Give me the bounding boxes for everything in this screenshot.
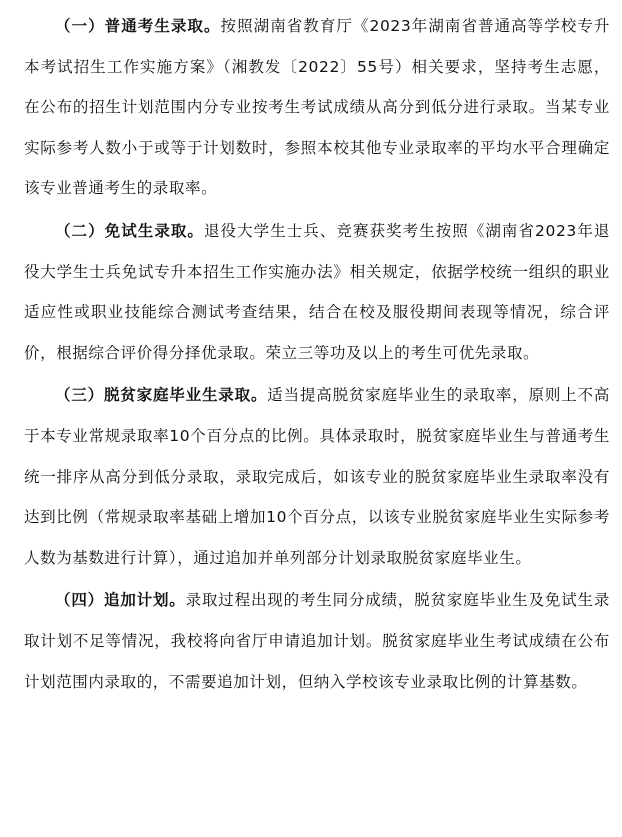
paragraph-text: 退役大学生士兵、竞赛获奖考生按照《湖南省2023年退役大学生士兵免试专升本招生工作实施办法》相关规定，依据学校统一组织的职业适应性或职业技能综合测试考查结果，结合在校及服役期间表现等情况，综合评价，根据综合评价得分择优录取。荣立三等功及以上的考生可优先录取。 [24,221,610,362]
paragraph-poverty-graduate-admission [24,375,610,578]
document-body [24,6,610,704]
paragraph-heading: （一）普通考生录取。 [55,17,221,35]
paragraph-exempt-admission [24,211,610,373]
paragraph-heading: （四）追加计划。 [55,591,186,610]
paragraph-text: 录取过程出现的考生同分成绩，脱贫家庭毕业生及免试生录取计划不足等情况，我校将向省厅申请追加计划。脱贫家庭毕业生考试成绩在公布计划范围内录取的，不需要追加计划，但纳入学校该专业录取比例的计算基数。 [24,591,610,691]
paragraph-text: 适当提高脱贫家庭毕业生的录取率，原则上不高于本专业常规录取率10个百分点的比例。具体录取时，脱贫家庭毕业生与普通考生统一排序从高分到低分录取，录取完成后，如该专业的脱贫家庭毕业生录取率没有达到比例（常规录取率基础上增加10个百分点，以该专业脱贫家庭毕业生实际参考人数为基数进行计算），通过追加并单列部分计划录取脱贫家庭毕业生。 [24,386,610,567]
paragraph-text: 按照湖南省教育厅《2023年湖南省普通高等学校专升本考试招生工作实施方案》（湘教发〔2022〕55号）相关要求，坚持考生志愿，在公布的招生计划范围内分专业按考生考试成绩从高分到低分进行录取。当某专业实际参考人数小于或等于计划数时，参照本校其他专业录取率的平均水平合理确定该专业普通考生的录取率。 [24,17,610,198]
paragraph-heading: （二）免试生录取。 [55,221,204,240]
paragraph-additional-plan [24,580,610,702]
paragraph-regular-admission [24,6,610,209]
paragraph-heading: （三）脱贫家庭毕业生录取。 [55,386,268,405]
